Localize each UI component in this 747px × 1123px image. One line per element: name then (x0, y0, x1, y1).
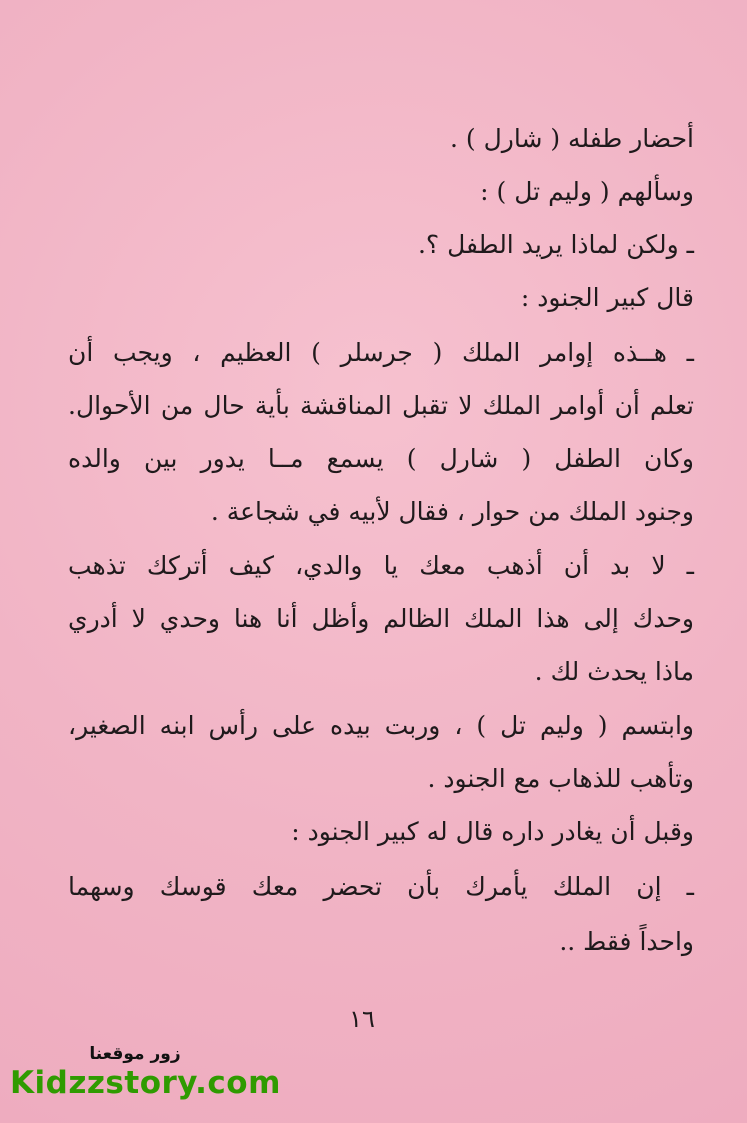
page-number: ١٦ (349, 1005, 375, 1033)
watermark-visit-text: زور موقعنا (89, 1044, 181, 1064)
watermark-site-logo: Kidzzstory.com (10, 1065, 281, 1101)
text-line-8: وجنود الملك من حوار ، فقال لأبيه في شجاعة . (210, 497, 694, 526)
text-line-16: واحداً فقط .. (559, 927, 694, 956)
text-line-11: ماذا يحدث لك . (534, 657, 694, 686)
text-line-3: ـ ولكن لماذا يريد الطفل ؟. (417, 230, 694, 259)
text-line-14: وقبل أن يغادر داره قال له كبير الجنود : (291, 817, 694, 846)
text-line-12: وابتسم ( وليم تل ) ، وربت بيده على رأس ابنه الصغير، (68, 711, 694, 740)
text-line-5: ـ هــذه إوامر الملك ( جرسلر ) العظيم ، ويجب أن (68, 338, 694, 367)
text-line-9: ـ لا بد أن أذهب معك يا والدي، كيف أتركك تذهب (68, 551, 694, 580)
text-line-15: ـ إن الملك يأمرك بأن تحضر معك قوسك وسهما (68, 872, 694, 901)
text-line-13: وتأهب للذهاب مع الجنود . (427, 764, 694, 793)
text-line-4: قال كبير الجنود : (520, 283, 694, 312)
text-line-6: تعلم أن أوامر الملك لا تقبل المناقشة بأية حال من الأحوال. (68, 391, 694, 420)
text-line-1: أحضار طفله ( شارل ) . (450, 124, 694, 153)
text-line-2: وسألهم ( وليم تل ) : (480, 177, 694, 206)
text-line-10: وحدك إلى هذا الملك الظالم وأظل أنا هنا وحدي لا أدري (68, 604, 694, 633)
text-line-7: وكان الطفل ( شارل ) يسمع مــا يدور بين والده (68, 444, 694, 473)
